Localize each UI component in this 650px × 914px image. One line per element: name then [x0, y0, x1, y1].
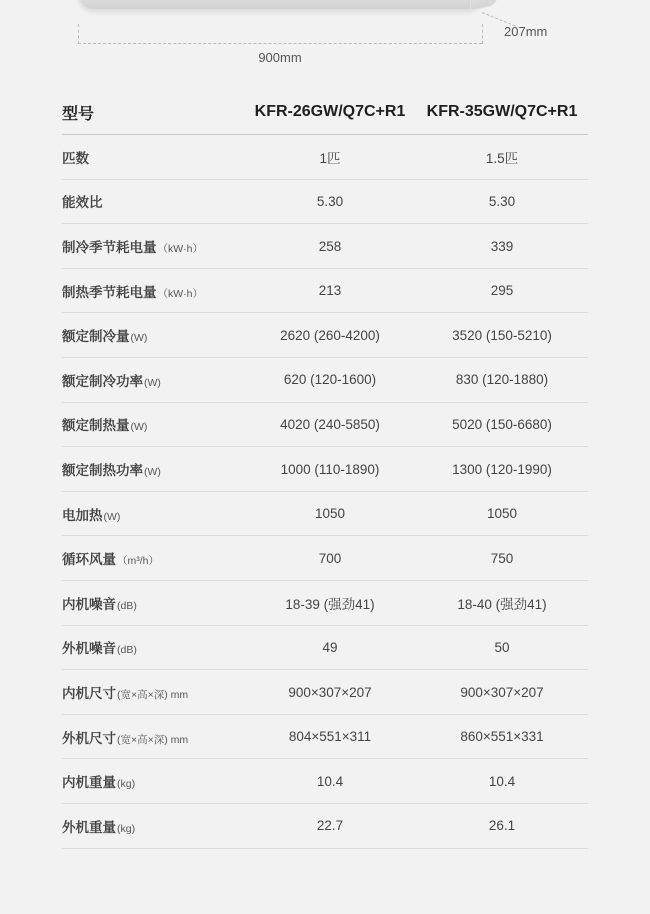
row-value-model-1: 49 [244, 625, 416, 670]
table-row [62, 625, 588, 670]
row-label [62, 224, 244, 269]
spec-table-container [0, 90, 650, 849]
row-label-unit: （kW·h） [157, 243, 203, 256]
row-label [62, 135, 244, 180]
row-label-text: 额定制冷量 [62, 329, 130, 345]
row-value-model-2: 10.4 [416, 759, 588, 804]
table-row [62, 268, 588, 313]
row-value-model-2: 1.5匹 [416, 135, 588, 180]
row-label-unit: (W) [144, 376, 161, 389]
row-value-model-1: 1050 [244, 491, 416, 536]
row-label-unit: (宽×高×深) mm [117, 689, 189, 702]
table-row [62, 135, 588, 180]
row-label-text: 匹数 [62, 150, 89, 166]
row-label-text: 外机重量 [62, 819, 116, 835]
row-value-model-2: 900×307×207 [416, 670, 588, 715]
row-value-model-2: 5020 (150-6680) [416, 402, 588, 447]
table-row [62, 179, 588, 224]
row-value-model-2: 5.30 [416, 179, 588, 224]
header-model-2: KFR-35GW/Q7C+R1 [416, 90, 588, 135]
table-row [62, 536, 588, 581]
dimension-label-width: 900mm [258, 50, 302, 65]
table-row [62, 581, 588, 626]
row-label-unit: (dB) [117, 599, 137, 612]
row-value-model-2: 830 (120-1880) [416, 358, 588, 403]
table-row [62, 759, 588, 804]
row-label-text: 制冷季节耗电量 [62, 240, 157, 256]
row-value-model-1: 2620 (260-4200) [244, 313, 416, 358]
row-value-model-2: 18-40 (强劲41) [416, 581, 588, 626]
row-label-unit: (kg) [117, 778, 136, 791]
row-value-model-1: 5.30 [244, 179, 416, 224]
row-value-model-2: 1300 (120-1990) [416, 447, 588, 492]
row-label-text: 电加热 [62, 507, 103, 523]
indoor-unit-image [78, 0, 484, 10]
dimension-tick-left [78, 24, 79, 44]
table-row [62, 491, 588, 536]
table-row [62, 714, 588, 759]
table-row [62, 402, 588, 447]
row-label-text: 内机噪音 [62, 596, 116, 612]
row-label-text: 循环风量 [62, 552, 116, 568]
row-value-model-1: 213 [244, 268, 416, 313]
row-value-model-1: 900×307×207 [244, 670, 416, 715]
row-value-model-2: 3520 (150-5210) [416, 313, 588, 358]
row-label [62, 313, 244, 358]
dimension-label-depth: 207mm [504, 24, 548, 39]
row-value-model-1: 1000 (110-1890) [244, 447, 416, 492]
row-label-text: 外机噪音 [62, 641, 116, 657]
row-value-model-2: 295 [416, 268, 588, 313]
row-label-text: 制热季节耗电量 [62, 284, 157, 300]
table-row [62, 358, 588, 403]
spec-table [62, 90, 588, 849]
product-illustration [0, 0, 650, 90]
row-value-model-2: 26.1 [416, 804, 588, 849]
row-label [62, 804, 244, 849]
dimension-line-width [78, 43, 482, 44]
row-value-model-1: 1匹 [244, 135, 416, 180]
row-label [62, 536, 244, 581]
table-row [62, 804, 588, 849]
row-label-text: 内机尺寸 [62, 686, 116, 702]
row-label [62, 402, 244, 447]
row-value-model-1: 804×551×311 [244, 714, 416, 759]
row-label-text: 内机重量 [62, 775, 116, 791]
row-label-unit: (W) [144, 466, 161, 479]
row-value-model-1: 620 (120-1600) [244, 358, 416, 403]
row-label-unit: (kg) [117, 822, 136, 835]
dimension-tick-right [482, 24, 483, 44]
row-label-unit: (W) [130, 332, 148, 345]
row-label [62, 759, 244, 804]
header-label-cell: 型号 [62, 90, 244, 135]
row-label-text: 额定制热量 [62, 418, 130, 434]
row-label-unit: （kW·h） [157, 287, 203, 300]
row-label [62, 179, 244, 224]
row-label-text: 外机尺寸 [62, 730, 116, 746]
row-value-model-2: 50 [416, 625, 588, 670]
row-label [62, 491, 244, 536]
indoor-unit-side-image [470, 0, 498, 11]
row-label-unit: (W) [130, 421, 148, 434]
table-header-row [62, 90, 588, 135]
row-label-text: 额定制热功率 [62, 463, 143, 479]
row-value-model-1: 10.4 [244, 759, 416, 804]
row-label-unit: （m³/h） [117, 555, 159, 568]
row-label-unit: (W) [103, 510, 121, 523]
row-label-text: 额定制冷功率 [62, 373, 143, 389]
header-model-1: KFR-26GW/Q7C+R1 [244, 90, 416, 135]
row-label [62, 625, 244, 670]
table-row [62, 224, 588, 269]
row-label-text: 能效比 [62, 195, 103, 211]
row-value-model-2: 1050 [416, 491, 588, 536]
row-label [62, 670, 244, 715]
table-row [62, 670, 588, 715]
row-value-model-1: 18-39 (强劲41) [244, 581, 416, 626]
row-label-unit: (dB) [117, 644, 137, 657]
row-label [62, 581, 244, 626]
row-label [62, 358, 244, 403]
row-value-model-2: 860×551×331 [416, 714, 588, 759]
row-label [62, 447, 244, 492]
row-value-model-2: 750 [416, 536, 588, 581]
row-label [62, 714, 244, 759]
row-value-model-1: 22.7 [244, 804, 416, 849]
row-label [62, 268, 244, 313]
table-row [62, 313, 588, 358]
row-label-unit: (宽×高×深) mm [117, 733, 189, 746]
row-value-model-1: 4020 (240-5850) [244, 402, 416, 447]
table-row [62, 447, 588, 492]
row-value-model-1: 258 [244, 224, 416, 269]
row-value-model-1: 700 [244, 536, 416, 581]
row-value-model-2: 339 [416, 224, 588, 269]
